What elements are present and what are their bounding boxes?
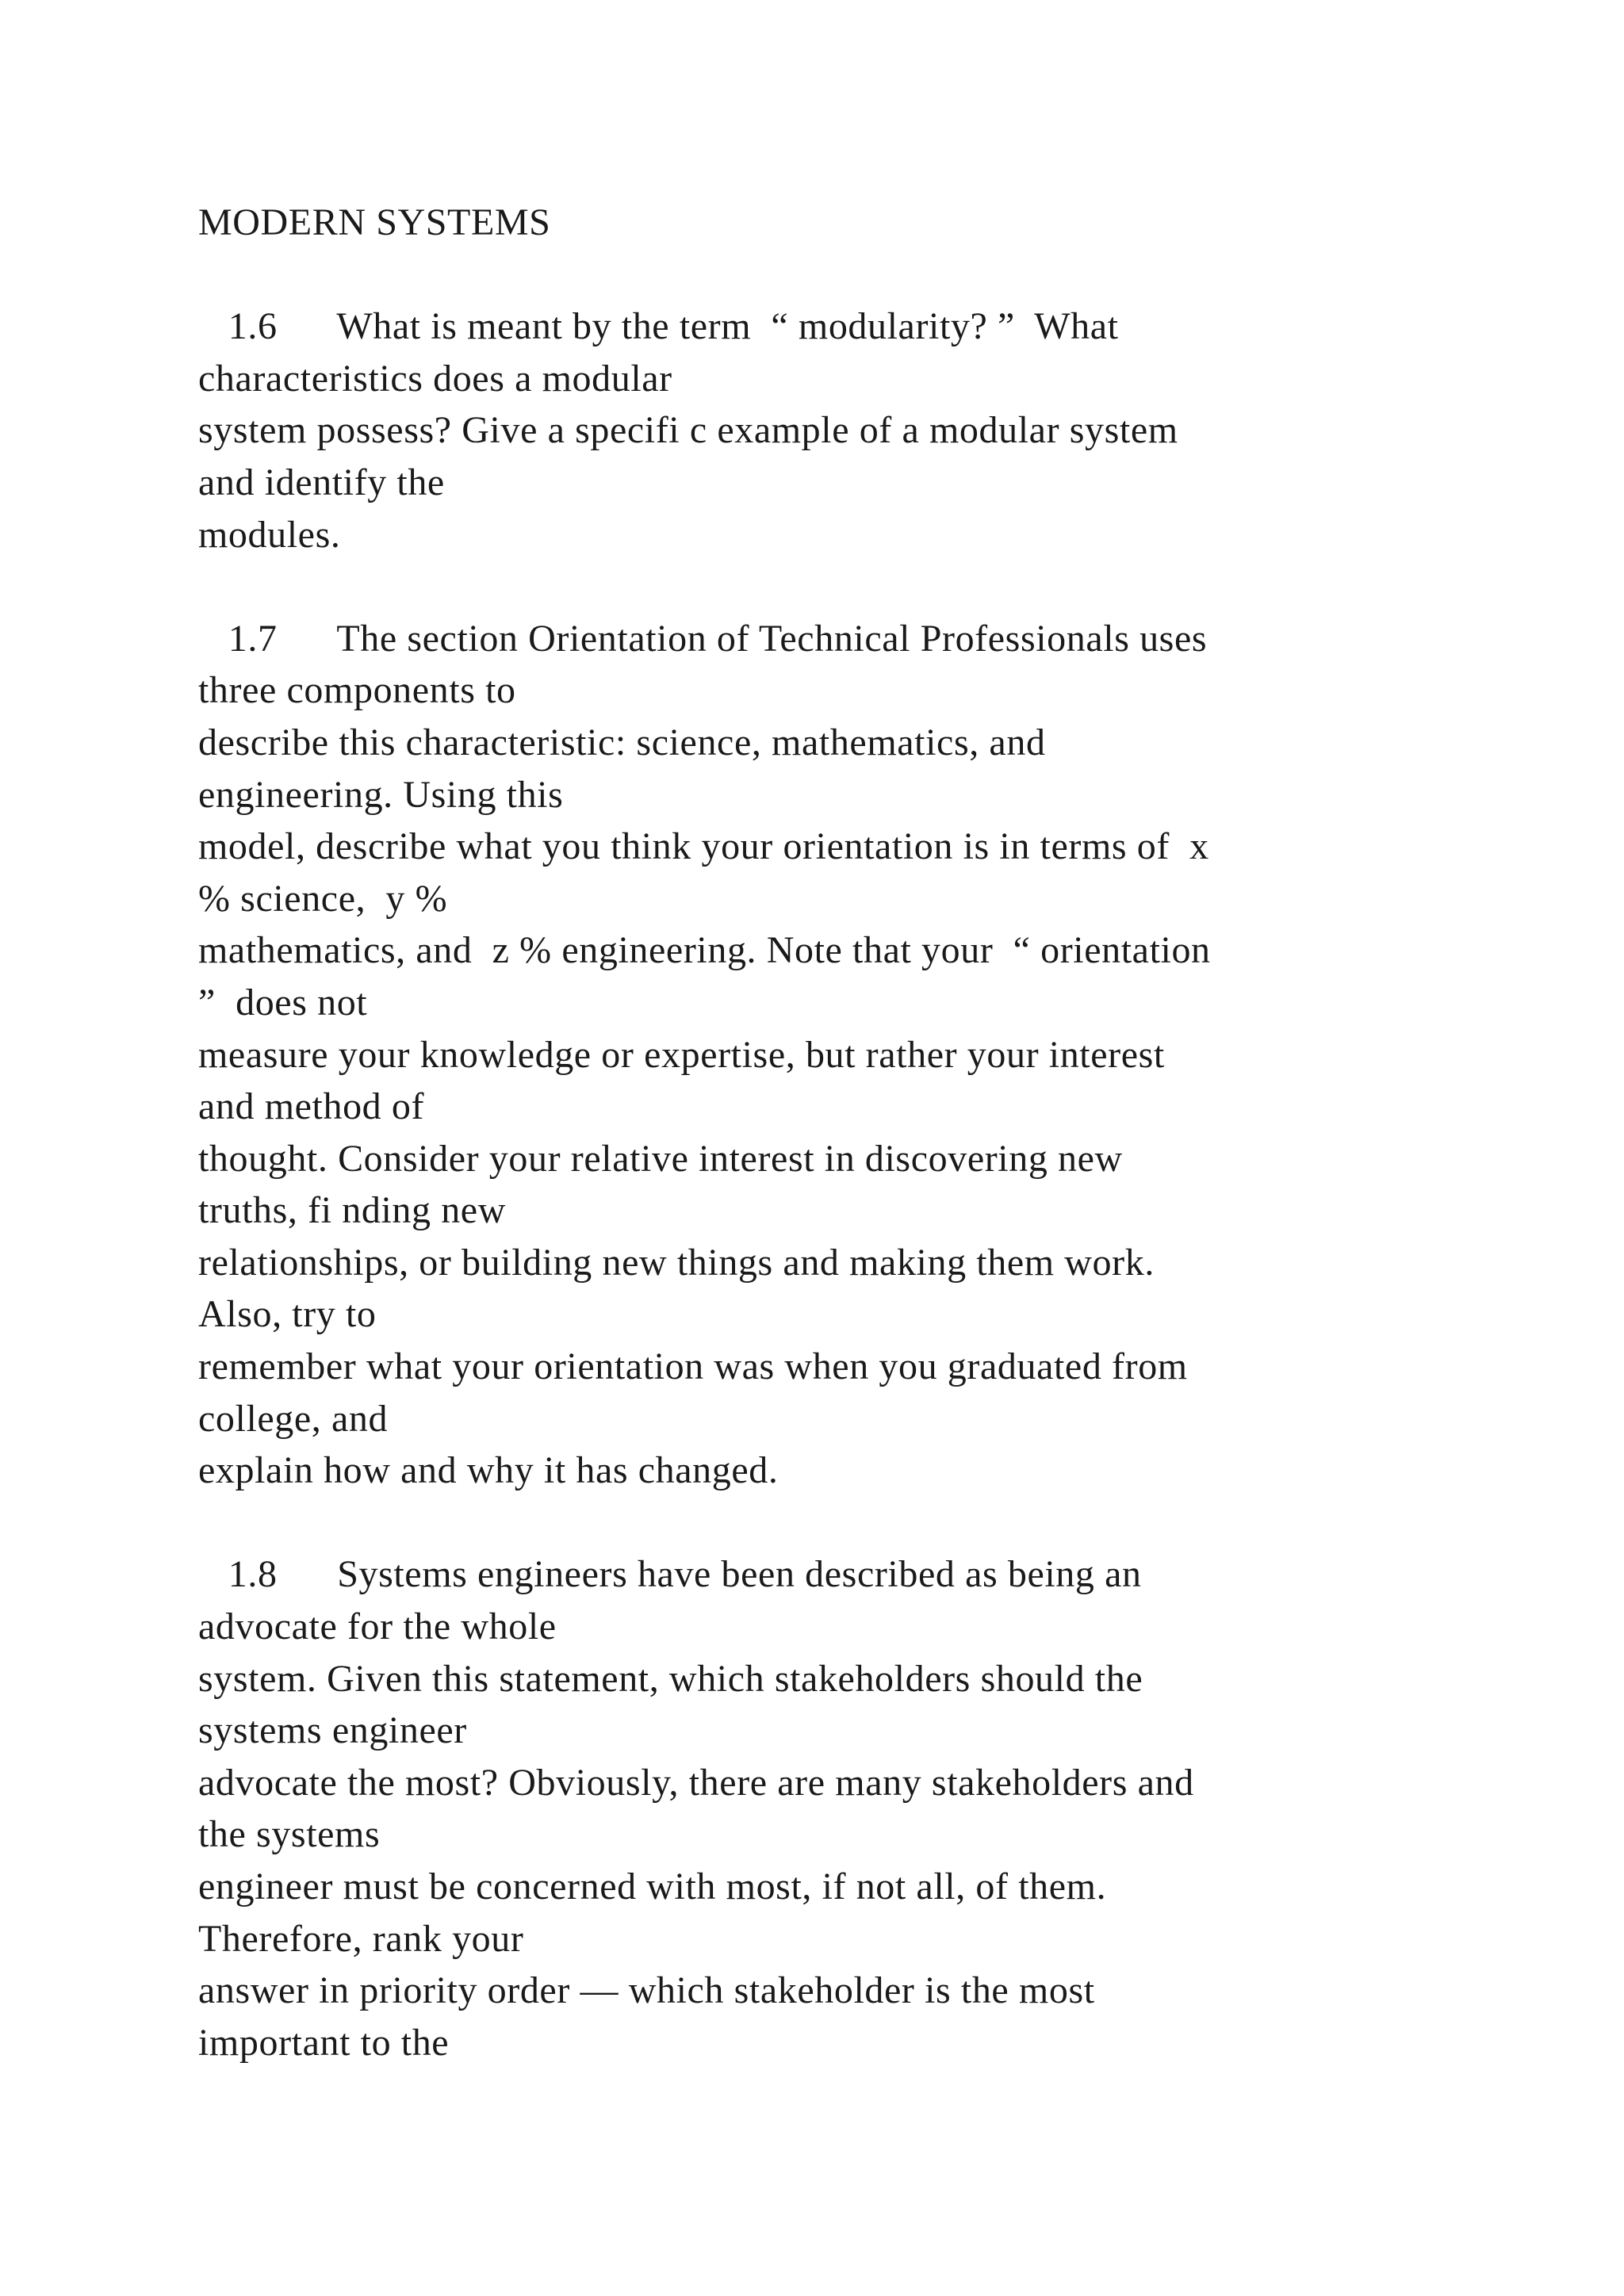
question-1-7-line: describe this characteristic: science, mathematics, and [198, 721, 1046, 763]
question-1-7-line: remember what your orientation was when you graduated from [198, 1345, 1188, 1388]
question-1-7-line: 1.7 The section Orientation of Technical Professionals uses [198, 617, 1208, 660]
question-1-7-line: relationships, or building new things and making them work. [198, 1241, 1155, 1284]
question-1-8-line: systems engineer [198, 1709, 467, 1752]
question-1-7-line: thought. Consider your relative interest in discovering new [198, 1137, 1123, 1180]
blank-line [198, 249, 1546, 301]
question-1-7-line: measure your knowledge or expertise, but rather your interest [198, 1033, 1165, 1076]
question-1-6-line: characteristics does a modular [198, 357, 672, 400]
question-1-7-line: three components to [198, 669, 516, 712]
question-1-8-line: system. Given this statement, which stakeholders should the [198, 1657, 1143, 1700]
question-1-7-line: model, describe what you think your orientation is in terms of x [198, 825, 1209, 868]
question-1-6-line: and identify the [198, 461, 445, 503]
question-1-7-line: ” does not [198, 981, 368, 1024]
blank-line [198, 561, 1546, 613]
document-heading: MODERN SYSTEMS [198, 201, 551, 243]
question-1-7-line: engineering. Using this [198, 773, 564, 816]
blank-line [198, 1497, 1546, 1549]
question-1-8-line: the systems [198, 1813, 381, 1856]
question-1-7-line: mathematics, and z % engineering. Note that your “ orientation [198, 929, 1211, 972]
question-1-8-line: advocate for the whole [198, 1605, 557, 1648]
question-1-7-line: % science, y % [198, 877, 448, 920]
question-1-7-line: explain how and why it has changed. [198, 1449, 779, 1492]
question-1-6-line: modules. [198, 513, 341, 556]
question-1-8-line: 1.8 Systems engineers have been described as being an [198, 1553, 1142, 1596]
question-1-8-line: advocate the most? Obviously, there are many stakeholders and [198, 1761, 1194, 1804]
document-body [198, 197, 1546, 2068]
question-1-7-line: Also, try to [198, 1293, 377, 1336]
question-1-7-line: truths, fi nding new [198, 1189, 506, 1232]
question-1-6-line: 1.6 What is meant by the term “ modularity? ” What [198, 305, 1119, 348]
question-1-8-line: answer in priority order — which stakeholder is the most [198, 1969, 1095, 2012]
question-1-8-line: important to the [198, 2021, 450, 2064]
question-1-7-line: college, and [198, 1397, 389, 1440]
question-1-6-line: system possess? Give a specifi c example of a modular system [198, 409, 1178, 452]
question-1-8-line: engineer must be concerned with most, if not all, of them. [198, 1866, 1107, 1908]
question-1-8-line: Therefore, rank your [198, 1917, 524, 1960]
question-1-7-line: and method of [198, 1085, 425, 1128]
